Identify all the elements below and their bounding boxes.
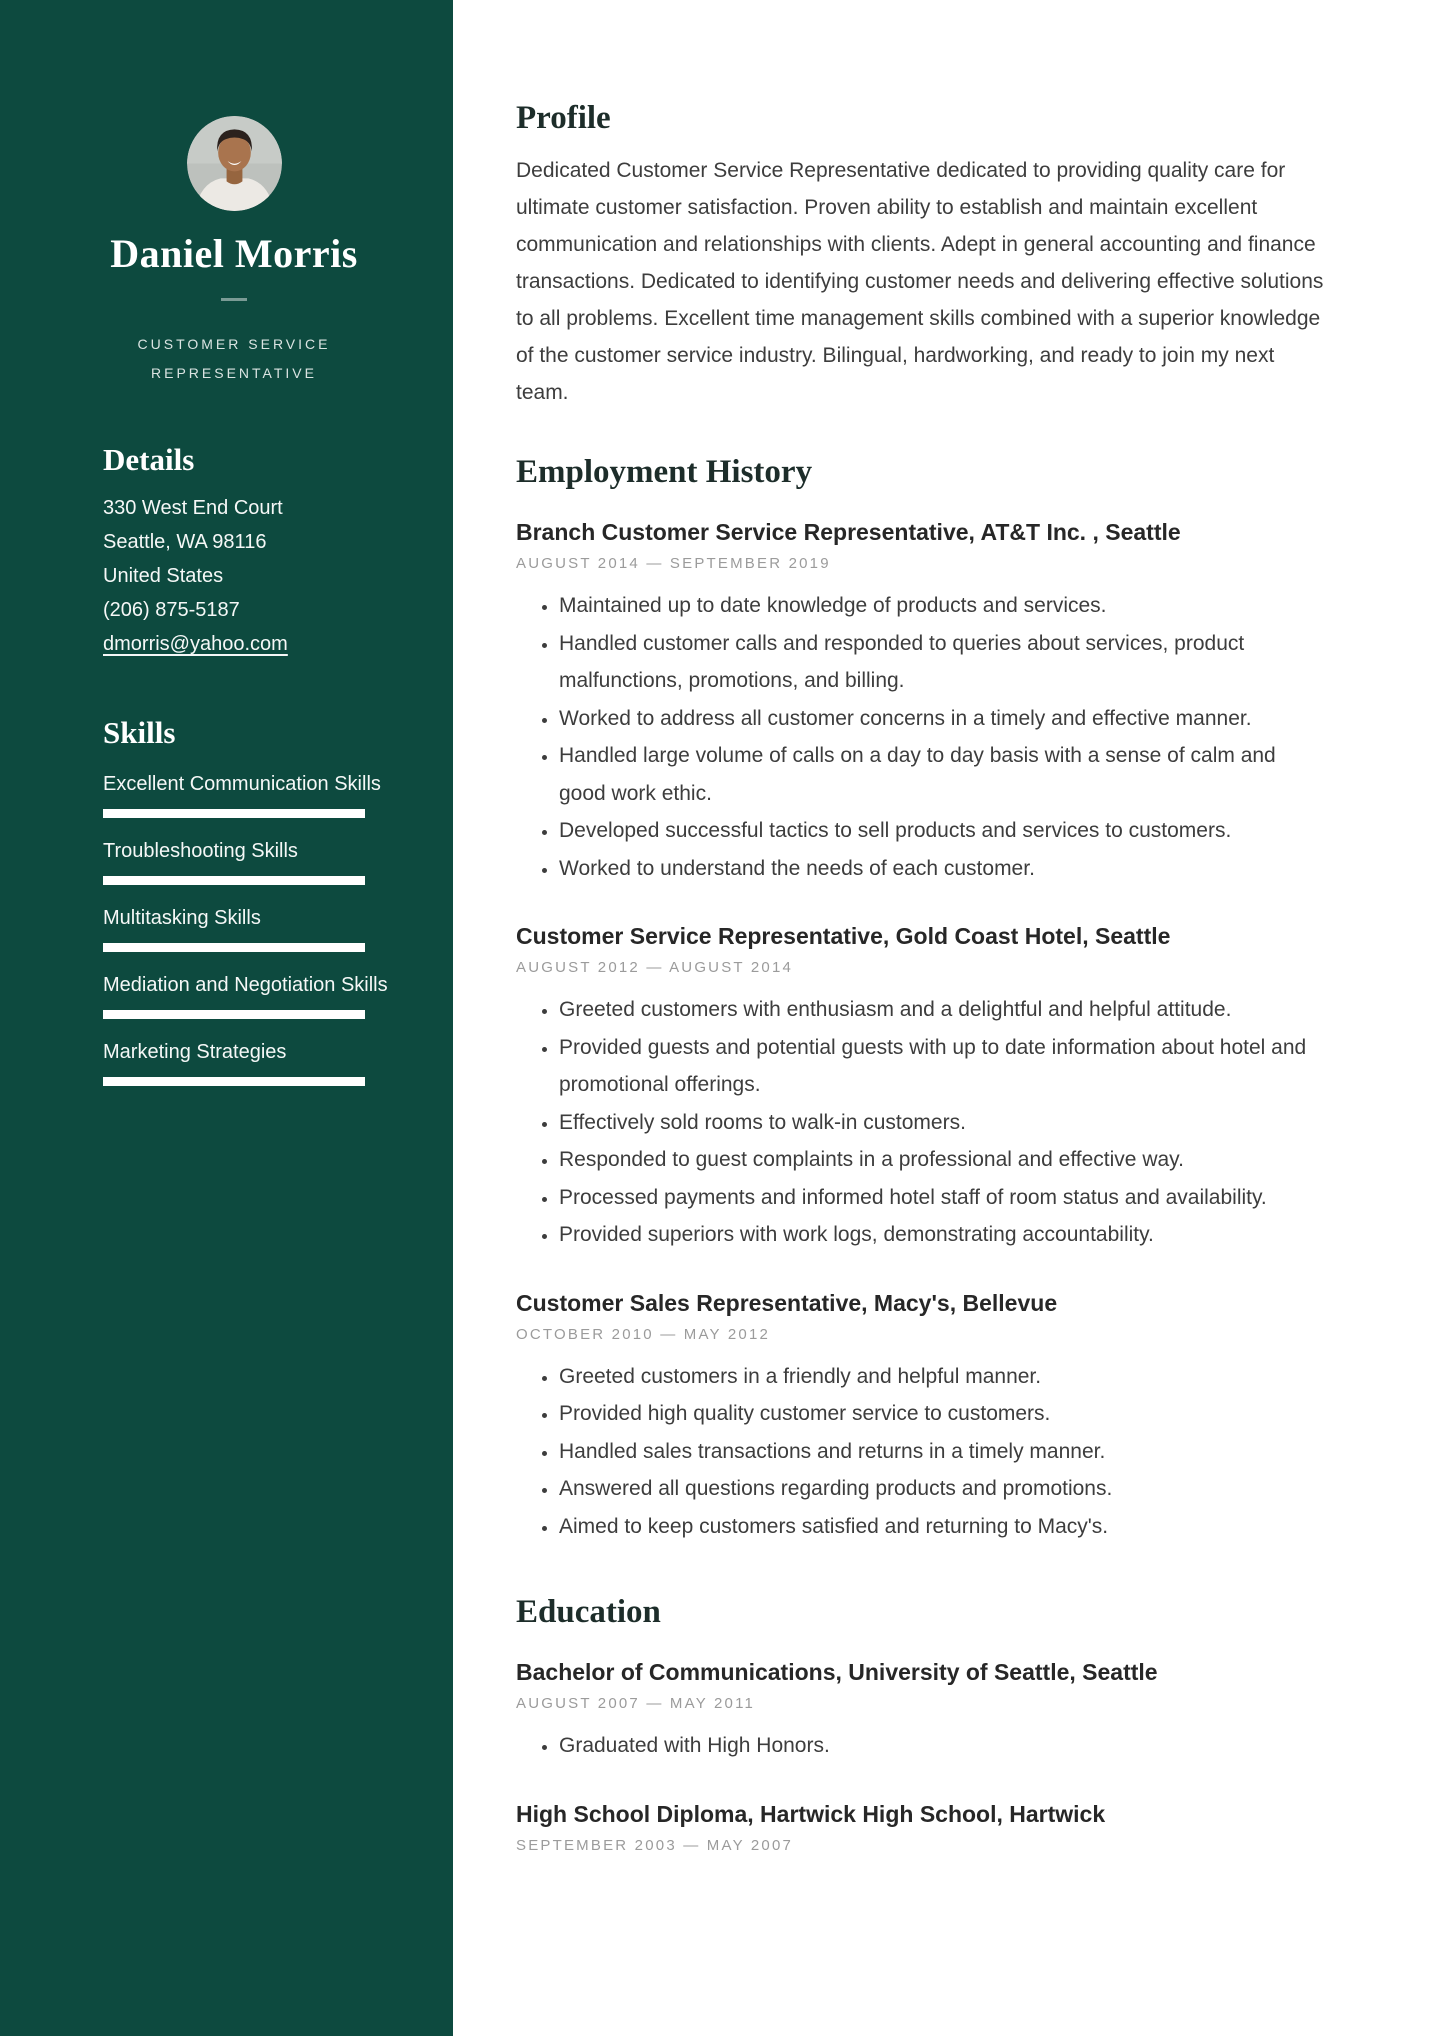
address-line-1: 330 West End Court: [103, 497, 283, 519]
employment-section: [516, 451, 1326, 1545]
job-entry: [516, 921, 1326, 1254]
bullet-item: • Greeted customers in a friendly and helpful manner.: [559, 1358, 1326, 1396]
education-entry: [516, 1657, 1326, 1765]
bullet-item: • Handled customer calls and responded to queries about services, product malfunctions, promotions, and billing.: [559, 625, 1326, 700]
sidebar-identity: [103, 116, 365, 388]
bullet-item: • Effectively sold rooms to walk-in customers.: [559, 1104, 1326, 1142]
bullet-item: • Graduated with High Honors.: [559, 1727, 1326, 1765]
job-dates: OCTOBER 2010 — MAY 2012: [516, 1325, 771, 1343]
bullet-item: • Provided superiors with work logs, demonstrating accountability.: [559, 1216, 1326, 1254]
education-bullet-list: [516, 1727, 1326, 1765]
education-section: [516, 1591, 1326, 1856]
job-title: Customer Service Representative, Gold Coast Hotel, Seattle: [516, 923, 1171, 949]
skill-label: Excellent Communication Skills: [103, 773, 381, 795]
job-dates: AUGUST 2014 — SEPTEMBER 2019: [516, 555, 831, 572]
bullet-item: • Handled sales transactions and returns in a timely manner.: [559, 1433, 1326, 1471]
skill-level-bar: [103, 943, 365, 952]
profile-heading: Profile: [516, 100, 611, 136]
email-link[interactable]: dmorris@yahoo.com: [103, 633, 288, 655]
skill-level-bar: [103, 1010, 365, 1019]
skill-label: Troubleshooting Skills: [103, 840, 298, 862]
details-section: [103, 442, 365, 661]
phone-number: (206) 875-5187: [103, 599, 240, 621]
education-entry: [516, 1799, 1326, 1856]
job-bullet-list: [516, 1358, 1326, 1546]
profile-text: Dedicated Customer Service Representative dedicated to providing quality care for ultimate customer satisfaction. Proven ability to establish and maintain excellent communication and relationships with clients. Adept in general accounting and finance transactions. Dedicated to identifying customer needs and delivering effective solutions to all problems. Excellent time management skills combined with a superior knowledge of the customer service industry. Bilingual, hardworking, and ready to join my next team.: [516, 159, 1324, 404]
bullet-item: • Greeted customers with enthusiasm and a delightful and helpful attitude.: [559, 991, 1326, 1029]
details-heading: Details: [103, 442, 195, 477]
skill-item: [103, 838, 365, 885]
skill-level-bar: [103, 1077, 365, 1086]
job-bullet-list: [516, 991, 1326, 1254]
bullet-item: • Processed payments and informed hotel staff of room status and availability.: [559, 1179, 1326, 1217]
job-dates: AUGUST 2012 — AUGUST 2014: [516, 959, 794, 976]
country: United States: [103, 565, 224, 587]
bullet-item: • Provided guests and potential guests with up to date information about hotel and promotional offerings.: [559, 1029, 1326, 1104]
skill-item: [103, 771, 381, 818]
profile-section: [516, 97, 1326, 411]
candidate-name: Daniel Morris: [110, 231, 358, 276]
candidate-role: CUSTOMER SERVICE REPRESENTATIVE: [137, 336, 331, 381]
name-divider: [221, 298, 247, 301]
profile-photo: [187, 116, 282, 211]
skills-heading: Skills: [103, 715, 176, 750]
skill-label: Marketing Strategies: [103, 1041, 287, 1063]
skills-section: [103, 715, 388, 1086]
address-line-2: Seattle, WA 98116: [103, 531, 267, 553]
education-title: Bachelor of Communications, University of Seattle, Seattle: [516, 1659, 1158, 1685]
education-dates: SEPTEMBER 2003 — MAY 2007: [516, 1836, 794, 1854]
job-title: Customer Sales Representative, Macy's, Bellevue: [516, 1289, 1058, 1316]
education-dates: AUGUST 2007 — MAY 2011: [516, 1695, 756, 1712]
education-heading: Education: [516, 1594, 661, 1630]
bullet-item: • Worked to understand the needs of each customer.: [559, 850, 1326, 888]
skill-label: Multitasking Skills: [103, 907, 261, 929]
skill-level-bar: [103, 876, 365, 885]
job-title: Branch Customer Service Representative, AT&T Inc. , Seattle: [516, 519, 1181, 545]
skill-label: Mediation and Negotiation Skills: [103, 974, 388, 996]
skill-item: [103, 972, 388, 1019]
job-entry: [516, 1288, 1326, 1546]
bullet-item: • Responded to guest complaints in a professional and effective way.: [559, 1141, 1326, 1179]
sidebar: [0, 0, 453, 2036]
bullet-item: • Maintained up to date knowledge of products and services.: [559, 587, 1326, 625]
skill-item: [103, 1039, 365, 1086]
bullet-item: • Developed successful tactics to sell products and services to customers.: [559, 812, 1326, 850]
resume-body: [453, 0, 1440, 2036]
skill-level-bar: [103, 809, 365, 818]
skill-item: [103, 905, 365, 952]
education-title: High School Diploma, Hartwick High School, Hartwick: [516, 1800, 1106, 1827]
employment-heading: Employment History: [516, 454, 813, 490]
bullet-item: • Answered all questions regarding products and promotions.: [559, 1470, 1326, 1508]
job-entry: [516, 517, 1326, 887]
job-bullet-list: [516, 587, 1326, 887]
bullet-item: • Handled large volume of calls on a day to day basis with a sense of calm and good work ethic.: [559, 737, 1326, 812]
bullet-item: • Provided high quality customer service to customers.: [559, 1395, 1326, 1433]
bullet-item: • Aimed to keep customers satisfied and returning to Macy's.: [559, 1508, 1326, 1546]
bullet-item: • Worked to address all customer concerns in a timely and effective manner.: [559, 700, 1326, 738]
